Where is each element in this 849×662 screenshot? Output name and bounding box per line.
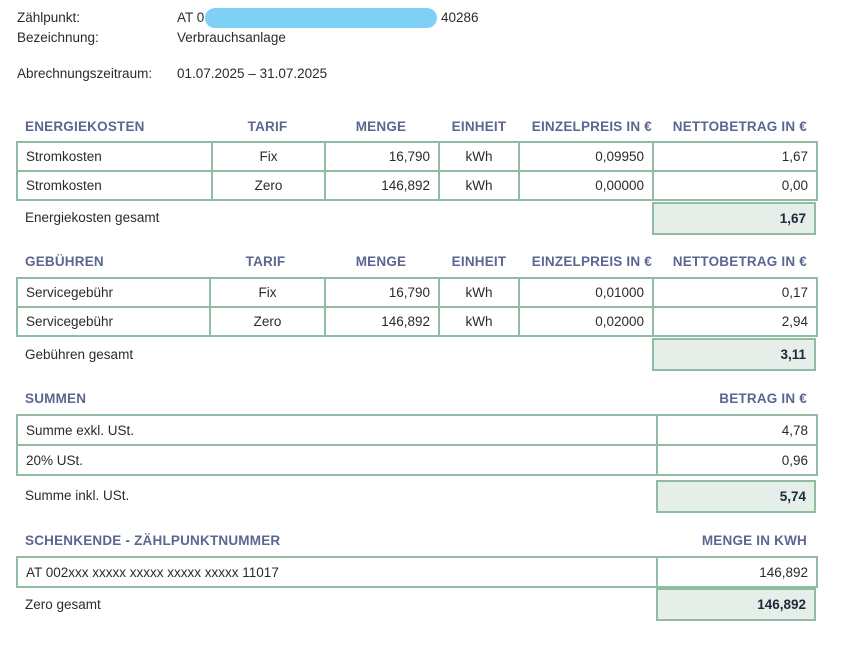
energie-row1-preis: 0,09950 bbox=[519, 142, 653, 171]
gebuehren-row2-preis: 0,02000 bbox=[519, 307, 653, 336]
gebuehren-row1-menge: 16,790 bbox=[325, 278, 439, 307]
gebuehren-col-einheit: EINHEIT bbox=[451, 254, 507, 269]
gebuehren-title: GEBÜHREN bbox=[25, 254, 104, 269]
summen-row1-name: Summe exkl. USt. bbox=[17, 415, 657, 445]
energie-col-einzelpreis: EINZELPREIS IN € bbox=[531, 119, 652, 134]
energie-row2-einheit: kWh bbox=[439, 171, 519, 200]
summen-title: SUMMEN bbox=[25, 391, 87, 406]
schenkende-row1-value: 146,892 bbox=[657, 557, 817, 587]
gebuehren-col-nettobetrag: NETTOBETRAG IN € bbox=[672, 254, 807, 269]
energie-row2-menge: 146,892 bbox=[325, 171, 439, 200]
gebuehren-row1-preis: 0,01000 bbox=[519, 278, 653, 307]
energie-total-value: 1,67 bbox=[652, 202, 816, 235]
zeitraum-value: 01.07.2025 – 31.07.2025 bbox=[177, 66, 328, 81]
energie-total-label: Energiekosten gesamt bbox=[25, 210, 160, 225]
bezeichnung-label: Bezeichnung: bbox=[17, 30, 99, 45]
bezeichnung-value: Verbrauchsanlage bbox=[177, 30, 286, 45]
gebuehren-row1-name: Servicegebühr bbox=[17, 278, 210, 307]
summen-row1-value: 4,78 bbox=[657, 415, 817, 445]
energie-row1-tarif: Fix bbox=[212, 142, 325, 171]
energie-col-einheit: EINHEIT bbox=[451, 119, 507, 134]
gebuehren-total-label: Gebühren gesamt bbox=[25, 347, 134, 362]
redaction-mark bbox=[205, 8, 437, 28]
zaehlpunkt-suffix: 40286 bbox=[441, 10, 479, 25]
table-row bbox=[17, 307, 817, 336]
schenkende-row1-name: AT 002xxx xxxxx xxxxx xxxxx xxxxx 11017 bbox=[17, 557, 657, 587]
gebuehren-total-value: 3,11 bbox=[652, 338, 816, 371]
summen-row2-value: 0,96 bbox=[657, 445, 817, 475]
gebuehren-row2-netto: 2,94 bbox=[653, 307, 817, 336]
energie-table bbox=[16, 141, 818, 201]
summen-table bbox=[16, 414, 818, 476]
schenkende-total-label: Zero gesamt bbox=[25, 597, 101, 612]
table-row bbox=[17, 278, 817, 307]
energie-col-nettobetrag: NETTOBETRAG IN € bbox=[672, 119, 807, 134]
gebuehren-table bbox=[16, 277, 818, 337]
table-row bbox=[17, 445, 817, 475]
summen-row2-name: 20% USt. bbox=[17, 445, 657, 475]
table-row bbox=[17, 415, 817, 445]
gebuehren-row2-einheit: kWh bbox=[439, 307, 519, 336]
energie-row2-tarif: Zero bbox=[212, 171, 325, 200]
gebuehren-col-menge: MENGE bbox=[355, 254, 407, 269]
gebuehren-row1-tarif: Fix bbox=[210, 278, 325, 307]
energie-row1-netto: 1,67 bbox=[653, 142, 817, 171]
zaehlpunkt-prefix: AT 0 bbox=[177, 10, 205, 25]
table-row bbox=[17, 557, 817, 587]
schenkende-total-value: 146,892 bbox=[656, 588, 816, 621]
zeitraum-label: Abrechnungszeitraum: bbox=[17, 66, 153, 81]
energie-row1-name: Stromkosten bbox=[17, 142, 212, 171]
summen-total-label: Summe inkl. USt. bbox=[25, 488, 130, 503]
energie-row2-preis: 0,00000 bbox=[519, 171, 653, 200]
energie-row2-name: Stromkosten bbox=[17, 171, 212, 200]
table-row bbox=[17, 142, 817, 171]
gebuehren-row2-tarif: Zero bbox=[210, 307, 325, 336]
energie-col-tarif: TARIF bbox=[247, 119, 288, 134]
energie-row1-einheit: kWh bbox=[439, 142, 519, 171]
gebuehren-row2-menge: 146,892 bbox=[325, 307, 439, 336]
gebuehren-row1-einheit: kWh bbox=[439, 278, 519, 307]
schenkende-col-menge: MENGE IN KWH bbox=[701, 533, 807, 548]
gebuehren-col-einzelpreis: EINZELPREIS IN € bbox=[531, 254, 652, 269]
energie-row1-menge: 16,790 bbox=[325, 142, 439, 171]
gebuehren-col-tarif: TARIF bbox=[245, 254, 286, 269]
table-row bbox=[17, 171, 817, 200]
gebuehren-row1-netto: 0,17 bbox=[653, 278, 817, 307]
zaehlpunkt-label: Zählpunkt: bbox=[17, 10, 81, 25]
energie-row2-netto: 0,00 bbox=[653, 171, 817, 200]
energie-col-menge: MENGE bbox=[355, 119, 407, 134]
energie-title: ENERGIEKOSTEN bbox=[25, 119, 145, 134]
schenkende-title: SCHENKENDE - ZÄHLPUNKTNUMMER bbox=[25, 533, 281, 548]
summen-col-betrag: BETRAG IN € bbox=[719, 391, 807, 406]
schenkende-table bbox=[16, 556, 818, 588]
summen-total-value: 5,74 bbox=[656, 480, 816, 513]
gebuehren-row2-name: Servicegebühr bbox=[17, 307, 210, 336]
